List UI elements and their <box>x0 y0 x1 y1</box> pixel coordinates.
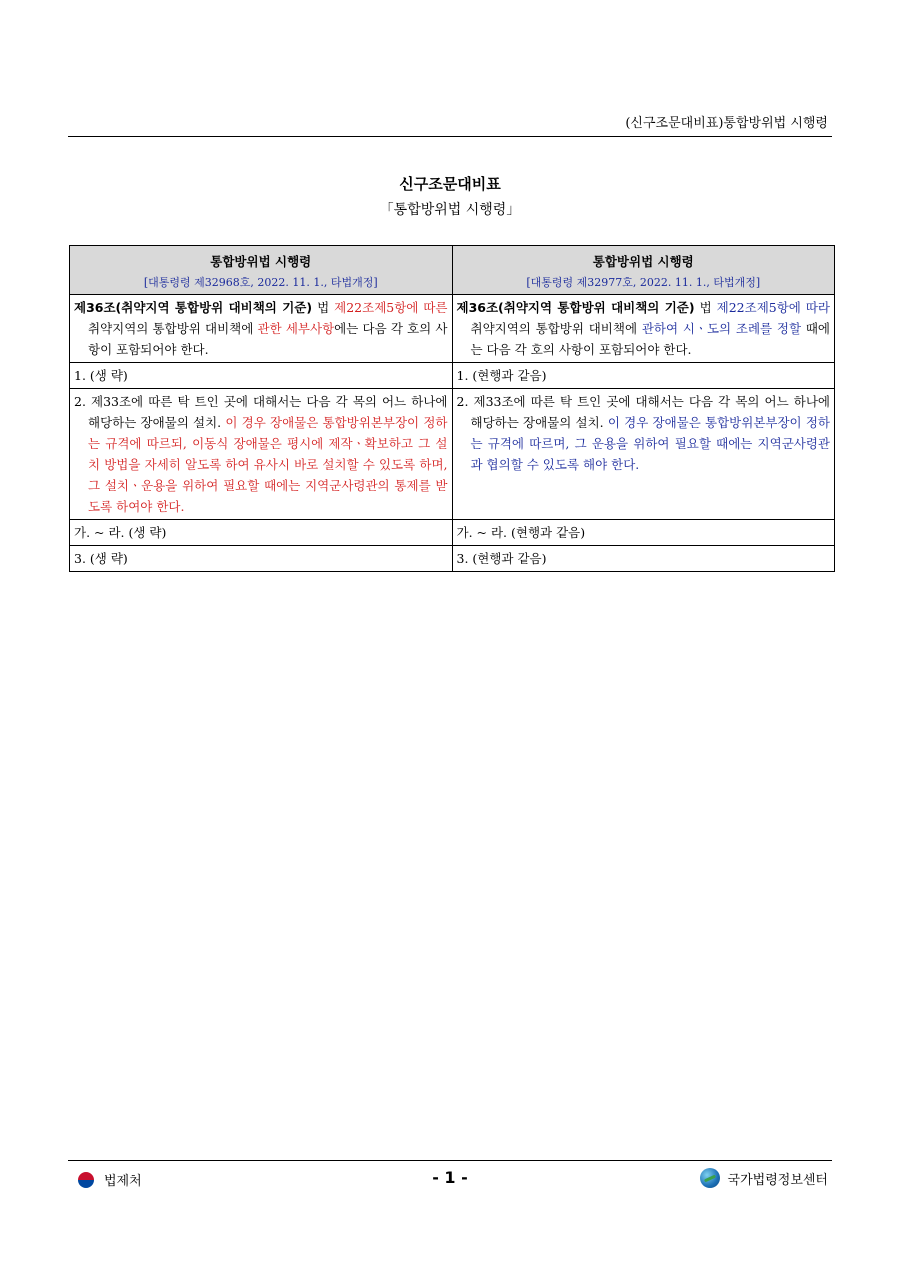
table-row <box>70 295 835 363</box>
table-row <box>70 363 835 389</box>
text-span: 법 <box>312 300 335 315</box>
running-header-title: (신구조문대비표)통합방위법 시행령 <box>625 116 828 131</box>
old-article-title: 제36조(취약지역 통합방위 대비책의 기준) <box>74 300 313 315</box>
new-law-header <box>452 246 835 295</box>
new-item2-cell <box>452 389 835 520</box>
new-item2-text <box>457 391 831 475</box>
new-article-cell <box>452 295 835 363</box>
old-law-header <box>70 246 453 295</box>
new-item3-cell <box>452 546 835 572</box>
old-subitems-cell <box>70 520 453 546</box>
new-subitems-cell <box>452 520 835 546</box>
old-article-text <box>74 297 448 360</box>
new-item1-cell <box>452 363 835 389</box>
added-text: 관하여 시ㆍ도의 조례를 정할 <box>641 321 802 336</box>
table-row <box>70 389 835 520</box>
old-item3-cell <box>70 546 453 572</box>
footer-left-label: 법제처 <box>104 1174 142 1189</box>
footer-divider <box>68 1160 832 1161</box>
deleted-text: 제22조제5항에 따른 <box>334 300 448 315</box>
text-span: 2. 제33조에 따른 탁 트인 곳에 대해서는 다음 각 목의 어느 하나에 해당하는 장애물의 설치. <box>74 394 448 430</box>
old-law-name: 통합방위법 시행령 <box>210 254 312 269</box>
footer-right-org <box>700 1168 828 1188</box>
deleted-text: 관한 세부사항 <box>257 321 335 336</box>
new-article-title: 제36조(취약지역 통합방위 대비책의 기준) <box>456 300 695 315</box>
table-header-row <box>70 246 835 295</box>
added-text: 이 경우 장애물은 통합방위본부장이 정하는 규격에 따르며, 그 운용을 위하여 필요할 때에는 지역군사령관과 협의할 수 있도록 해야 한다. <box>470 415 830 472</box>
old-article-cell <box>70 295 453 363</box>
table-row <box>70 546 835 572</box>
text-span: 취약지역의 통합방위 대비책에 <box>88 321 258 336</box>
new-law-name: 통합방위법 시행령 <box>592 254 694 269</box>
deleted-text: 이 경우 장애물은 통합방위본부장이 정하는 규격에 따르되, 이동식 장애물은 평시에 제작ㆍ확보하고 그 설치 방법을 자세히 알도록 하여 유사시 바로 설치할 수 있도록 하며, 그 설치ㆍ운용을 위하여 필요할 때에는 지역군사령관의 통제를 받도록 하여야 한다. <box>88 415 448 514</box>
document-subtitle: 「통합방위법 시행령」 <box>379 202 521 218</box>
page-number: - 1 - <box>432 1168 468 1187</box>
comparison-table <box>69 245 835 572</box>
new-item1-text: 1. (현행과 같음) <box>456 368 547 383</box>
text-span: 법 <box>694 300 717 315</box>
old-item2-cell <box>70 389 453 520</box>
old-item1-cell <box>70 363 453 389</box>
new-item3-text: 3. (현행과 같음) <box>456 551 547 566</box>
text-span: 취약지역의 통합방위 대비책에 <box>470 321 642 336</box>
old-item3-text: 3. (생 략) <box>74 551 128 566</box>
new-subitems-text: 가. ~ 라. (현행과 같음) <box>456 525 586 540</box>
text-span: 에는 다음 각 호의 사항이 포함되어야 한다. <box>88 321 448 357</box>
old-item1-text: 1. (생 략) <box>74 368 128 383</box>
text-span: 때에는 다음 각 호의 사항이 포함되어야 한다. <box>470 321 831 357</box>
text-span: 2. 제33조에 따른 탁 트인 곳에 대해서는 다음 각 목의 어느 하나에 해당하는 장애물의 설치. <box>456 394 830 430</box>
old-law-revision: [대통령령 제32968호, 2022. 11. 1., 타법개정] <box>143 276 378 289</box>
globe-logo-icon <box>700 1168 720 1188</box>
header-divider <box>68 136 832 137</box>
document-title: 신구조문대비표 <box>399 175 501 193</box>
added-text: 제22조제5항에 따라 <box>716 300 831 315</box>
new-law-revision: [대통령령 제32977호, 2022. 11. 1., 타법개정] <box>526 276 761 289</box>
footer-right-label: 국가법령정보센터 <box>727 1172 828 1188</box>
table-row <box>70 520 835 546</box>
old-subitems-text: 가. ~ 라. (생 략) <box>74 525 167 540</box>
new-article-text <box>457 297 831 360</box>
old-item2-text <box>74 391 448 517</box>
